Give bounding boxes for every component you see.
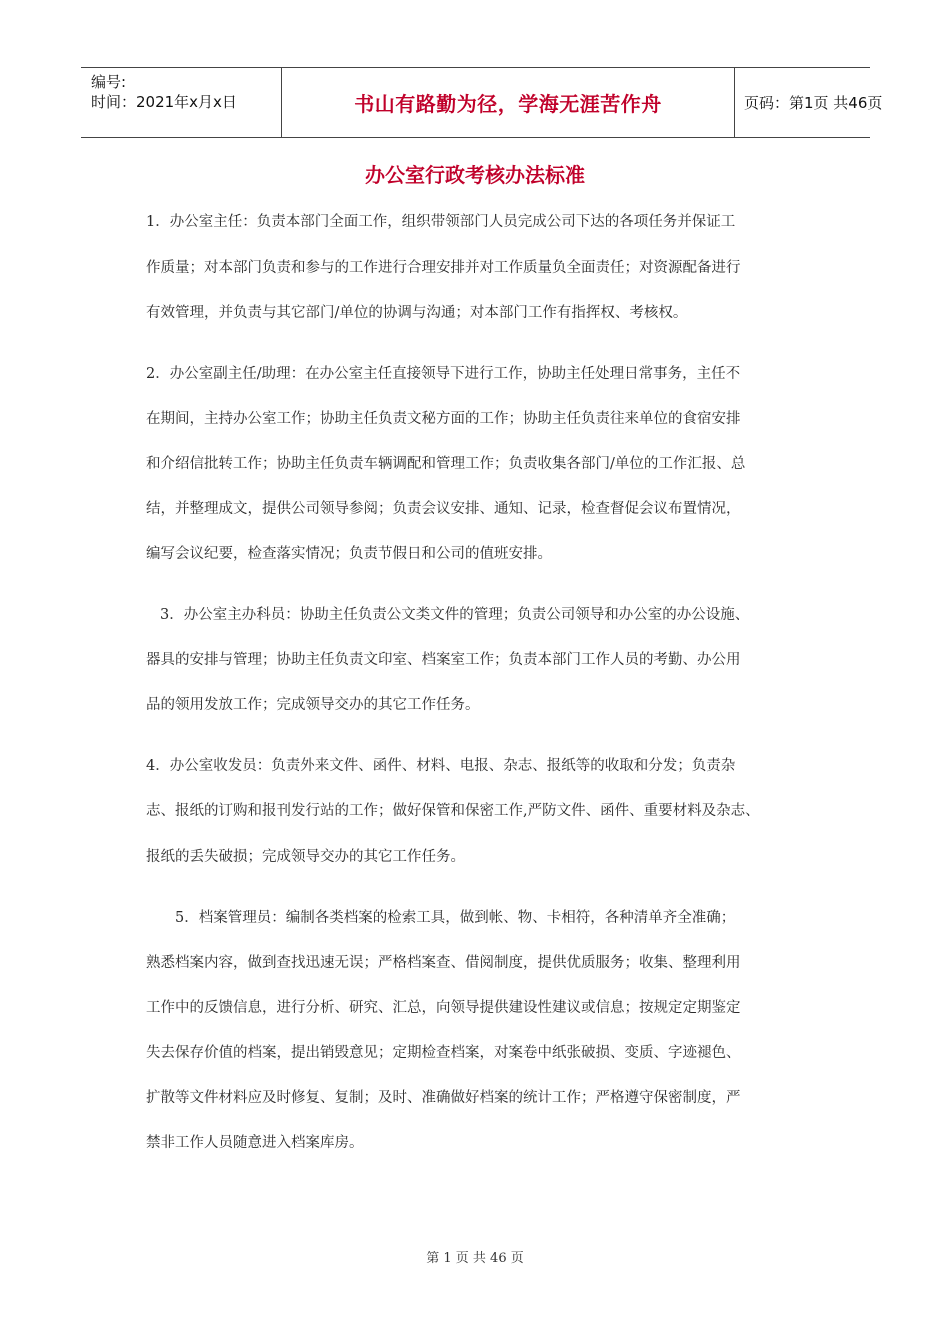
header-page-info: 页码：第1页 共46页 (744, 94, 883, 112)
paragraph-line: 扩散等文件材料应及时修复、复制；及时、准确做好档案的统计工作；严格遵守保密制度，严 (146, 1090, 741, 1106)
paragraph-line: 熟悉档案内容，做到查找迅速无误；严格档案查、借阅制度，提供优质服务；收集、整理利用 (146, 955, 741, 971)
paragraph-line: 2．办公室副主任/助理：在办公室主任直接领导下进行工作，协助主任处理日常事务，主任不 (146, 366, 741, 382)
paragraph-line: 品的领用发放工作；完成领导交办的其它工作任务。 (146, 697, 480, 713)
header-motto-cell (281, 68, 735, 137)
header-page-cell (734, 68, 883, 137)
paragraph-line: 编写会议纪要，检查落实情况；负责节假日和公司的值班安排。 (146, 546, 552, 562)
page-footer: 第 1 页 共 46 页 (426, 1251, 524, 1266)
page-header (81, 67, 883, 138)
paragraph-line: 作质量；对本部门负责和参与的工作进行合理安排并对工作质量负全面责任；对资源配备进行 (146, 260, 741, 276)
paragraph-line: 禁非工作人员随意进入档案库房。 (146, 1135, 364, 1151)
paragraph-line: 5．档案管理员：编制各类档案的检索工具，做到帐、物、卡相符，各种清单齐全准确； (175, 910, 736, 926)
header-motto: 书山有路勤为径，学海无涯苦作舟 (354, 92, 662, 116)
document-code-label: 编号: (91, 73, 127, 91)
paragraph-line: 志、报纸的订购和报刊发行站的工作；做好保管和保密工作,严防文件、函件、重要材料及杂志、 (146, 803, 760, 819)
paragraph-line: 结，并整理成文，提供公司领导参阅；负责会议安排、通知、记录，检查督促会议布置情况， (146, 501, 741, 517)
paragraph-line: 4．办公室收发员：负责外来文件、函件、材料、电报、杂志、报纸等的收取和分发；负责杂 (146, 758, 736, 774)
paragraph-line: 和介绍信批转工作；协助主任负责车辆调配和管理工作；负责收集各部门/单位的工作汇报、总 (146, 456, 746, 472)
document-date-label: 时间：2021年x月x日 (91, 93, 237, 111)
paragraph-line: 工作中的反馈信息，进行分析、研究、汇总，向领导提供建设性建议或信息；按规定定期鉴定 (146, 1000, 741, 1016)
paragraph-line: 在期间，主持办公室工作；协助主任负责文秘方面的工作；协助主任负责往来单位的食宿安排 (146, 411, 741, 427)
paragraph-line: 1．办公室主任：负责本部门全面工作，组织带领部门人员完成公司下达的各项任务并保证工 (146, 214, 736, 230)
header-meta-cell (81, 68, 281, 137)
paragraph-line: 报纸的丢失破损；完成领导交办的其它工作任务。 (146, 849, 465, 865)
paragraph-line: 3．办公室主办科员：协助主任负责公文类文件的管理；负责公司领导和办公室的办公设施、 (160, 607, 750, 623)
paragraph-line: 失去保存价值的档案，提出销毁意见；定期检查档案，对案卷中纸张破损、变质、字迹褪色、 (146, 1045, 741, 1061)
paragraph-line: 有效管理，并负责与其它部门/单位的协调与沟通；对本部门工作有指挥权、考核权。 (146, 305, 688, 321)
document-title: 办公室行政考核办法标准 (365, 163, 585, 187)
paragraph-line: 器具的安排与管理；协助主任负责文印室、档案室工作；负责本部门工作人员的考勤、办公用 (146, 652, 741, 668)
